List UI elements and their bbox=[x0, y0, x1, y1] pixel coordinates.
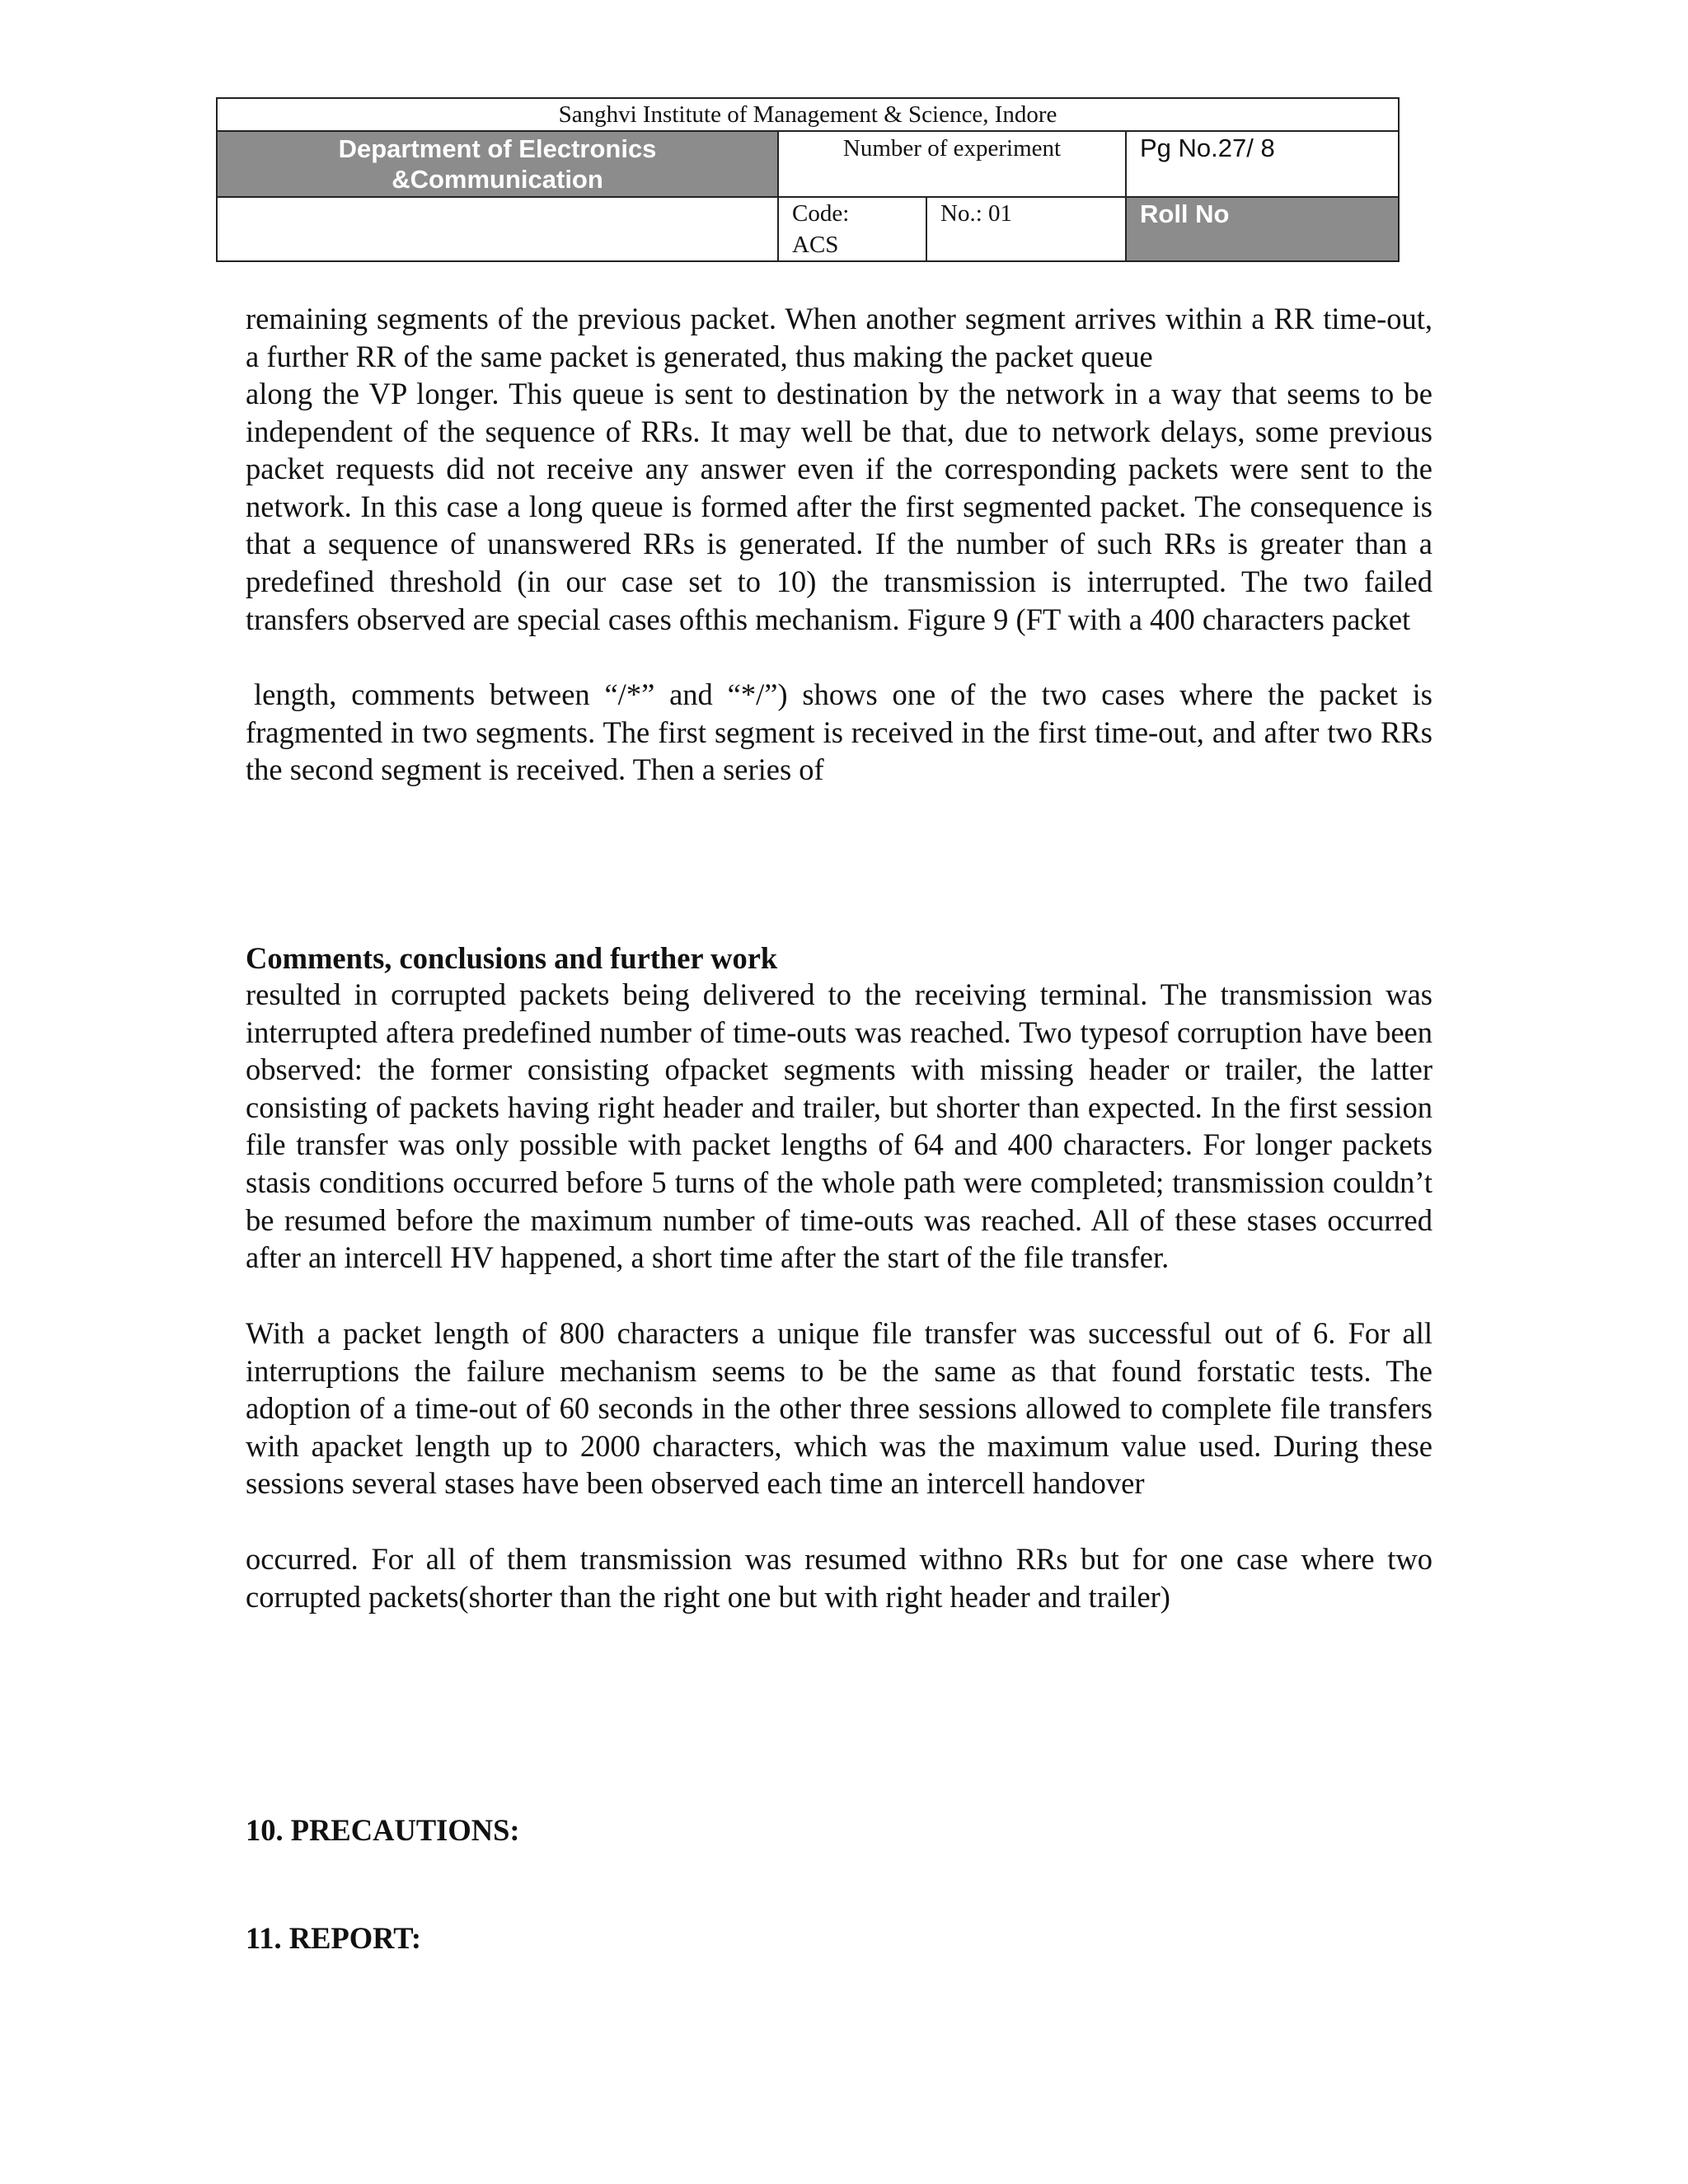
section2-para2: With a packet length of 800 characters a unique file transfer was successful out of 6. For all interruptions the failure mechanism seems to be the same as that found forstatic tests. The adoption of a time-out of 60 seconds in the other three sessions allowed to complete file transfers with apacket length up to 2000 characters, which was the maximum value used. During these sessions several stases have been observed each time an intercell handover bbox=[246, 1316, 1432, 1501]
report-heading: 11. REPORT: bbox=[246, 1921, 421, 1955]
section2-para1: resulted in corrupted packets being delivered to the receiving terminal. The transmission was interrupted aftera predefined number of time-outs was reached. Two typesof corruption have been observed: the former consisting ofpacket segments with missing header or trailer, the latter consisting of packets having right header and trailer, but shorter than expected. In the first session file transfer was only possible with packet lengths of 64 and 400 characters. For longer packets stasis conditions occurred before 5 turns of the whole path were completed; transmission couldn’t be resumed before the maximum number of time-outs was reached. All of these stases occurred after an intercell HV happened, a short time after the start of the file transfer. bbox=[246, 977, 1432, 1275]
department-line2: &Communication bbox=[392, 165, 603, 194]
code-cell bbox=[778, 197, 926, 261]
header-table bbox=[216, 97, 1400, 262]
section1-para3: length, comments between “/*” and “*/”) shows one of the two cases where the packet is fragmented in two segments. The first segment is received in the first time-out, and after two RRs the second segment is received. Then a series of bbox=[246, 677, 1432, 787]
code-label: Code: bbox=[792, 200, 850, 227]
page-number: Pg No.27/ 8 bbox=[1126, 131, 1399, 197]
experiment-number: No.: 01 bbox=[926, 197, 1126, 261]
institute-name: Sanghvi Institute of Management & Science, Indore bbox=[217, 98, 1399, 131]
department-line1: Department of Electronics bbox=[338, 134, 657, 163]
section1-para1: remaining segments of the previous packet. When another segment arrives within a RR time-out, a further RR of the same packet is generated, thus making the packet queue bbox=[246, 302, 1432, 373]
roll-number: Roll No bbox=[1126, 197, 1399, 261]
section-heading-comments: Comments, conclusions and further work bbox=[246, 941, 778, 975]
section2-para3: occurred. For all of them transmission was resumed withno RRs but for one case where two corrupted packets(shorter than the right one but with right header and trailer) bbox=[246, 1542, 1432, 1614]
department-cell bbox=[217, 131, 778, 197]
section1-para2: along the VP longer. This queue is sent to destination by the network in a way that seems to be independent of the sequence of RRs. It may well be that, due to network delays, some previous packet requests did not receive any answer even if the corresponding packets were sent to the network. In this case a long queue is formed after the first segmented packet. The consequence is that a sequence of unanswered RRs is generated. If the number of such RRs is greater than a predefined threshold (in our case set to 10) the transmission is interrupted. The two failed transfers observed are special cases ofthis mechanism. Figure 9 (FT with a 400 characters packet bbox=[246, 377, 1432, 636]
code-value: ACS bbox=[792, 232, 839, 258]
blank-cell bbox=[217, 197, 778, 261]
number-of-experiment: Number of experiment bbox=[778, 131, 1126, 197]
precautions-heading: 10. PRECAUTIONS: bbox=[246, 1813, 520, 1847]
